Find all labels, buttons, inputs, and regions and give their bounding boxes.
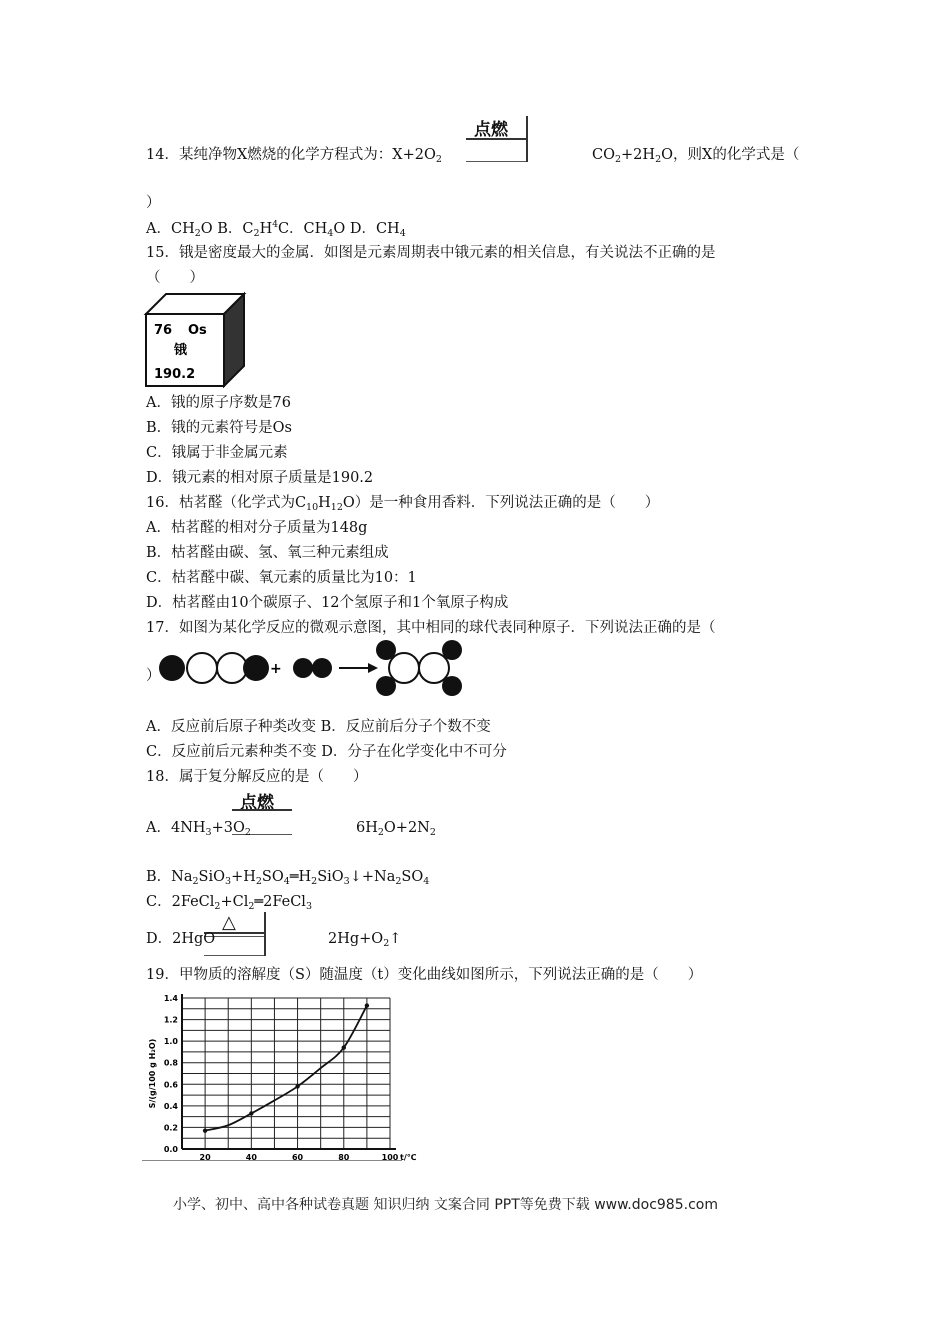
chart-x-axis-label: t/℃ (400, 1153, 417, 1162)
q16-stem: 16．枯茗醛（化学式为$C_{10}H_{12}O$）是一种食用香料．下列说法正确的是（ ） (146, 495, 660, 513)
q14-close-paren: ） (146, 195, 161, 211)
q18-option-a-products: $6H_2O+2N_2$ (356, 820, 436, 838)
q18d-equation-bar-bottom (204, 955, 264, 956)
chart-data-point (342, 1045, 346, 1049)
chart-x-tick-label: 80 (338, 1153, 350, 1162)
solubility-curve (205, 1006, 367, 1131)
molecule1-white-atom (187, 653, 217, 683)
q16-option-b: B．枯茗醛由碳、氢、氧三种元素组成 (146, 545, 389, 561)
q18a-reaction-condition: 点燃 (240, 793, 274, 813)
solubility-chart (142, 984, 417, 1164)
q18-option-a: A．$4NH_3+3O_2$ (146, 820, 251, 838)
chart-baseline-rule (142, 1160, 402, 1161)
q17-reaction-diagram (146, 638, 476, 700)
q19-stem: 19．甲物质的溶解度（S）随温度（t）变化曲线如图所示，下列说法正确的是（ ） (146, 967, 703, 983)
chart-y-tick-label: 0.4 (163, 1101, 178, 1111)
q15-option-c: C．锇属于非金属元素 (146, 445, 288, 461)
q17-options-line1: A．反应前后原子种类改变 B．反应前后分子个数不变 (146, 719, 491, 735)
q18-option-c: C．$2FeCl_2+Cl_2═2FeCl_3$ (146, 894, 312, 912)
q15-stem: 15．锇是密度最大的金属．如图是元素周期表中锇元素的相关信息，有关说法不正确的是 (146, 245, 716, 261)
q18-stem: 18．属于复分解反应的是（ ） (146, 769, 368, 785)
q15-option-a: A．锇的原子序数是76 (146, 395, 291, 411)
element-cell-osmium (144, 292, 248, 388)
q17-plus-sign: + (270, 661, 282, 677)
q15-option-b: B．锇的元素符号是Os (146, 420, 292, 436)
q14-reaction-condition: 点燃 (474, 120, 508, 140)
q17-close-paren: ） (146, 668, 161, 684)
q17-options-line2: C．反应前后元素种类不变 D．分子在化学变化中不可分 (146, 744, 507, 760)
chart-x-tick-label: 20 (199, 1153, 211, 1162)
q15-paren: （ ） (146, 270, 204, 286)
q18-option-d: D．2HgO (146, 931, 216, 947)
q18d-arrow-right-edge (264, 912, 266, 956)
cell-element-name: 锇 (174, 343, 188, 358)
q17-stem: 17．如图为某化学反应的微观示意图，其中相同的球代表同种原子．下列说法正确的是（ (146, 620, 716, 636)
chart-x-tick-label: 100 (381, 1153, 399, 1162)
molecule2-black-atom (312, 658, 332, 678)
chart-data-point (249, 1111, 253, 1115)
cell-atomic-mass: 190.2 (154, 367, 196, 382)
q18-option-d-products: $2Hg+O_2↑$ (328, 931, 402, 949)
chart-y-tick-label: 1.2 (163, 1015, 178, 1025)
q18-option-b: B．$Na_2SiO_3+H_2SO_4═H_2SiO_3↓+Na_2SO_4$ (146, 869, 430, 887)
q14-arrow-right-edge (526, 116, 528, 162)
page-footer: 小学、初中、高中各种试卷真题 知识归纳 文案合同 PPT等免费下载 www.doc985.com (173, 1197, 718, 1213)
q18a-equation-bar-top (232, 809, 292, 811)
q15-option-d: D．锇元素的相对原子质量是190.2 (146, 470, 374, 486)
q14-equation-bar-bottom (466, 161, 526, 162)
chart-y-tick-label: 1.4 (163, 994, 178, 1003)
q14-equation-bar-top (466, 138, 526, 140)
chart-axes (182, 994, 396, 1149)
chart-x-tick-label: 60 (291, 1153, 304, 1162)
chart-y-tick-label: 1.0 (163, 1037, 178, 1047)
chart-data-point (203, 1128, 207, 1132)
molecule1-white-atom (217, 653, 247, 683)
q16-option-c: C．枯茗醛中碳、氧元素的质量比为10：1 (146, 570, 417, 586)
molecule1-black-atom (159, 655, 185, 681)
chart-y-tick-label: 0.6 (163, 1080, 178, 1090)
chart-y-tick-label: 0.2 (163, 1123, 178, 1133)
q18d-heat-condition: △ (222, 912, 236, 933)
molecule1-black-atom (243, 655, 269, 681)
q14-stem-tail: $CO_2+2H_2O$，则X的化学式是（ (592, 147, 800, 165)
q14-stem: 14．某纯净物X燃烧的化学方程式为：$X+2O_2$ (146, 147, 442, 165)
chart-data-point (365, 1003, 369, 1007)
chart-y-axis-label: S/(g/100 g H₂O) (148, 1038, 157, 1109)
chart-x-tick-label: 40 (245, 1153, 257, 1162)
product-white-atom (419, 653, 449, 683)
product-white-atom (389, 653, 419, 683)
chart-y-tick-label: 0.0 (163, 1145, 178, 1154)
cell-symbol: Os (188, 323, 207, 338)
molecule2-black-atom (293, 658, 313, 678)
reaction-arrow-head (368, 663, 378, 673)
q16-option-d: D．枯茗醛由10个碳原子、12个氢原子和1个氧原子构成 (146, 595, 509, 611)
chart-y-tick-label: 0.8 (163, 1058, 178, 1068)
q16-option-a: A．枯茗醛的相对分子质量为148g (146, 520, 368, 536)
chart-data-point (295, 1084, 299, 1088)
q14-options: A．$CH_2O$ B．$C_2H^4C$．$CH_4O$ D．$CH_4$ (146, 220, 406, 239)
cell-atomic-number: 76 (154, 323, 173, 338)
